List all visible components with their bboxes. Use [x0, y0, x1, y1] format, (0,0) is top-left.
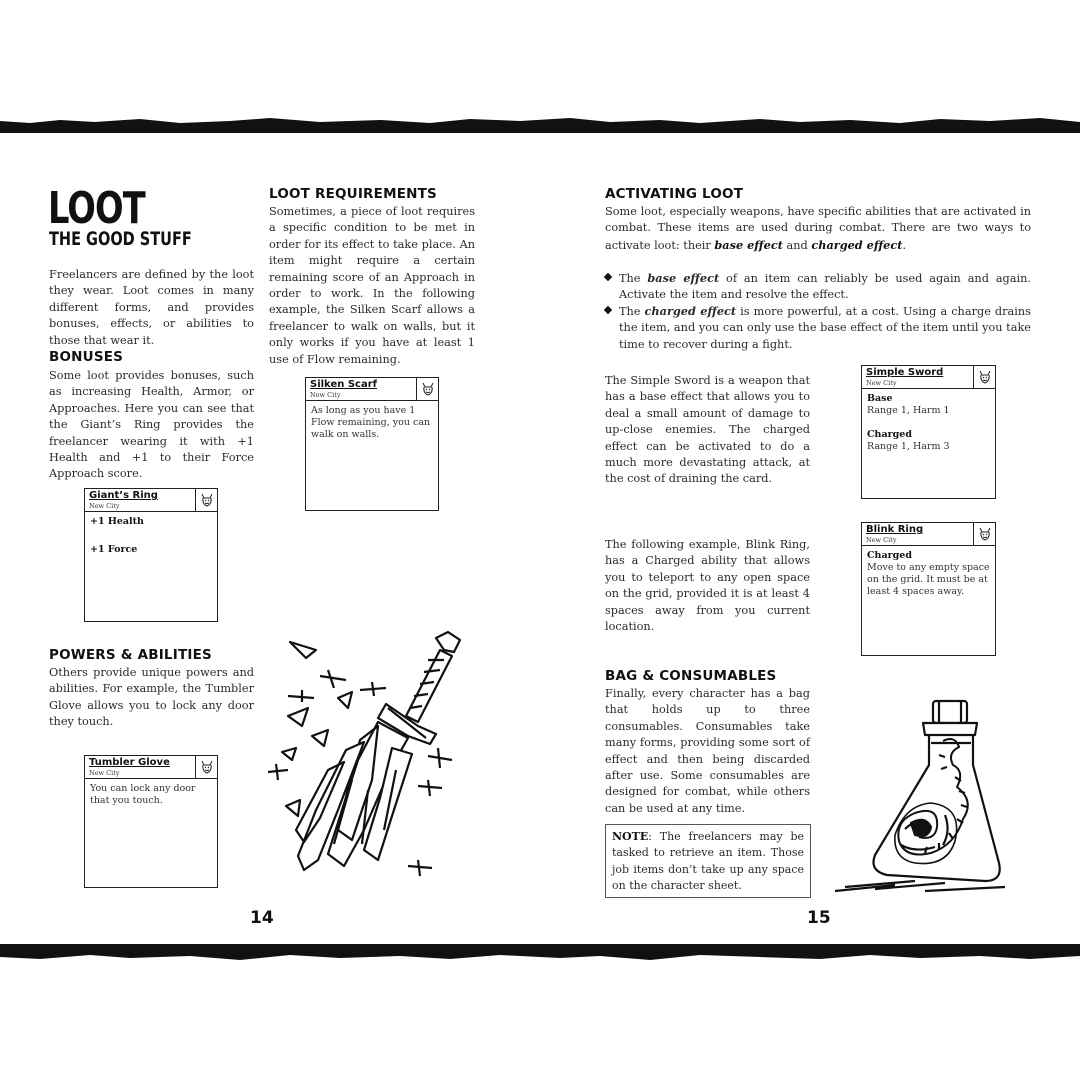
page-number-right: 15	[807, 908, 831, 928]
intro-paragraph: Freelancers are defined by the loot they wear. Loot comes in many different forms, and provides bonuses, effects, or abilities to those that wear it.	[49, 268, 254, 347]
bag-consumables-paragraph: Finally, every character has a bag that holds up to three consumables. Consumables take many forms, providing some sort of effect and then being discarded after use. Some consumables are designed for combat, while others can be used at any time.	[605, 687, 810, 815]
card-location: New City	[89, 769, 120, 777]
card-charged-text: Move to any empty space on the grid. It must be at least 4 spaces away.	[867, 562, 990, 597]
demon-mask-icon	[973, 523, 995, 545]
card-location: New City	[310, 391, 341, 399]
card-name: Blink Ring	[866, 524, 924, 535]
diamond-bullet-icon	[604, 273, 612, 281]
shattered-sword-illustration	[268, 630, 478, 890]
note-label: NOTE	[612, 830, 649, 843]
bonuses-heading: BONUSES	[49, 349, 124, 365]
activating-loot-paragraph: Some loot, especially weapons, have specific abilities that are activated in combat. These items are used during combat. There are two ways to activate loot: their base effect and charged effect.	[605, 205, 1031, 252]
potion-flask-illustration	[835, 695, 1010, 895]
activating-loot-heading: ACTIVATING LOOT	[605, 186, 744, 202]
demon-mask-icon	[973, 366, 995, 388]
card-text: As long as you have 1 Flow remaining, you can walk on walls.	[311, 405, 431, 440]
card-charged-label: Charged	[867, 550, 912, 561]
bullet-charged-effect: The charged effect is more powerful, at a cost. Using a charge drains the item, and you can only use the base effect of the item until you take time to recover during a fight.	[619, 303, 1031, 353]
loot-requirements-heading: LOOT REQUIREMENTS	[269, 186, 437, 202]
card-location: New City	[866, 536, 897, 544]
blink-ring-card	[861, 522, 996, 656]
demon-mask-icon	[195, 489, 217, 511]
bag-consumables-heading: BAG & CONSUMABLES	[605, 668, 777, 684]
page-subtitle: THE GOOD STUFF	[49, 228, 192, 250]
demon-mask-icon	[416, 378, 438, 400]
note-box	[605, 824, 811, 898]
card-base-label: Base	[867, 393, 893, 404]
card-location: New City	[89, 502, 120, 510]
card-name: Simple Sword	[866, 367, 944, 378]
silken-scarf-card	[305, 377, 439, 511]
tumbler-glove-card	[84, 755, 218, 888]
blink-ring-paragraph: The following example, Blink Ring, has a Charged ability that allows you to teleport to any open space on the grid, provided it is at least 4 spaces away from you current location.	[605, 538, 810, 634]
top-torn-band	[0, 123, 1080, 133]
card-charged-label: Charged	[867, 429, 912, 440]
card-name: Giant’s Ring	[89, 490, 158, 501]
bullet-base-effect: The base effect of an item can reliably be used again and again. Activate the item and resolve the effect.	[619, 270, 1031, 304]
card-line-health: +1 Health	[90, 516, 144, 527]
bottom-torn-band	[0, 944, 1080, 954]
giants-ring-card	[84, 488, 218, 622]
page-title: LOOT	[48, 183, 145, 234]
card-location: New City	[866, 379, 897, 387]
loot-requirements-paragraph: Sometimes, a piece of loot requires a specific condition to be met in order for its effect to take place. An item might require a certain remaining score of an Approach in order to work. In the following example, the Silken Scarf allows a freelancer to walk on walls, but it only works if you have at least 1 use of Flow remaining.	[269, 205, 475, 366]
note-text: : The freelancers may be tasked to retrieve an item. Those job items don’t take up any space on the character sheet.	[612, 830, 804, 893]
diamond-bullet-icon	[604, 306, 612, 314]
page-number-left: 14	[250, 908, 274, 928]
card-name: Silken Scarf	[310, 379, 377, 390]
powers-heading: POWERS & ABILITIES	[49, 647, 212, 663]
card-line-force: +1 Force	[90, 544, 138, 555]
demon-mask-icon	[195, 756, 217, 778]
simple-sword-card	[861, 365, 996, 499]
card-name: Tumbler Glove	[89, 757, 170, 768]
simple-sword-paragraph: The Simple Sword is a weapon that has a base effect that allows you to deal a small amount of damage to up-close enemies. The charged effect can be activated to do a much more devastating attack, at the cost of draining the card.	[605, 374, 810, 486]
card-base-text: Range 1, Harm 1	[867, 405, 950, 416]
bonuses-paragraph: Some loot provides bonuses, such as increasing Health, Armor, or Approaches. Here you can see that the Giant’s Ring provides the freelancer wearing it with +1 Health and +1 to their Force Approach score.	[49, 369, 254, 481]
card-charged-text: Range 1, Harm 3	[867, 441, 950, 452]
powers-paragraph: Others provide unique powers and abilities. For example, the Tumbler Glove allows you to lock any door they touch.	[49, 666, 254, 729]
card-text: You can lock any door that you touch.	[90, 783, 196, 806]
